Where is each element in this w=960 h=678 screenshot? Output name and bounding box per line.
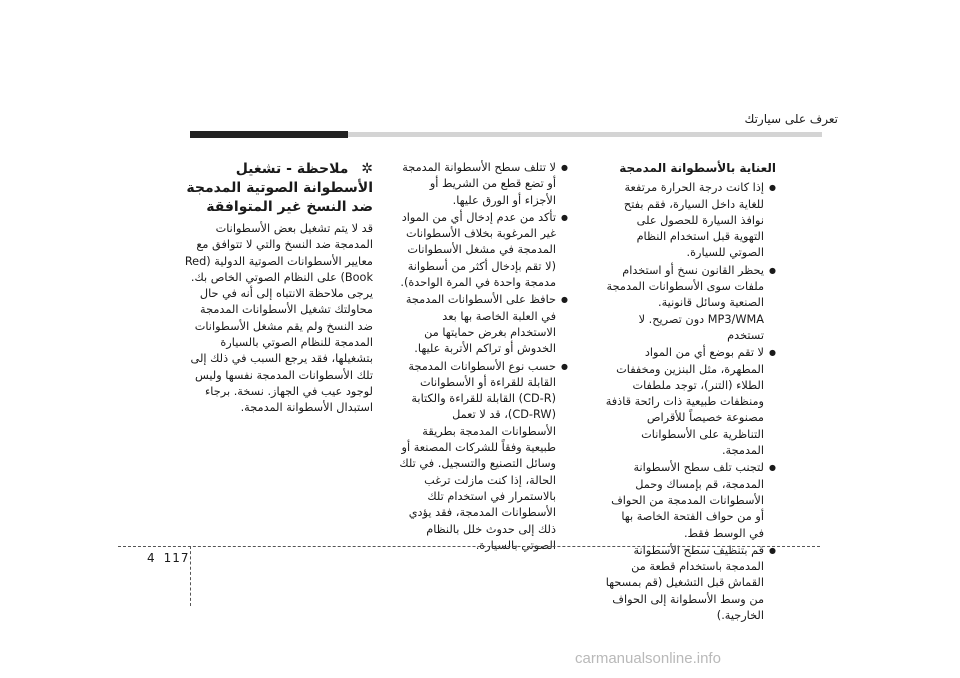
note-heading <box>183 160 373 217</box>
asterisk-icon: ✲ <box>361 161 373 177</box>
footer-vertical-divider <box>190 546 191 606</box>
note-heading-text: ملاحظة - تشغيل الأسطوانة الصوتية المدمجة ضد النسخ غير المتوافقة <box>186 161 373 215</box>
section-number: 4 <box>147 551 156 565</box>
list-item: ● إذا كانت درجة الحرارة مرتفعة للغاية داخل السيارة، فقم بفتح نوافذ السيارة للحصول على التهوية قبل استخدام النظام الصوتي للسيارة. <box>604 180 776 261</box>
list-item: ● يحظر القانون نسخ أو استخدام ملفات سوى الأسطوانات المدمجة الصنعية وسائل قانونية. MP3/WMA دون تصريح. لا تستخدم <box>604 263 776 344</box>
list-item: ● لا تتلف سطح الأسطوانة المدمجة أو تضع قطع من الشريط أو الأجزاء أو الورق عليها. <box>397 160 568 209</box>
right-column <box>604 160 776 625</box>
list-item: ● حافظ على الأسطوانات المدمجة في العلبة الخاصة بها بعد الاستخدام بغرض حمايتها من الخدوش أو تراكم الأتربة عليها. <box>397 292 568 357</box>
section-title: العناية بالأسطوانة المدمجة <box>619 161 776 175</box>
footer-divider <box>118 546 820 547</box>
left-column <box>183 160 373 417</box>
middle-column <box>397 160 568 555</box>
list-item: ● تأكد من عدم إدخال أي من المواد غير المرغوبة بخلاف الأسطوانات المدمجة في مشغل الأسطوانات (لا تقم بإدخال أكثر من أسطوانة مدمجة واحدة في المرة الواحدة). <box>397 210 568 291</box>
header-title: تعرف على سيارتك <box>744 112 838 126</box>
page-number-value: 117 <box>163 551 190 565</box>
bullet-list <box>604 180 776 624</box>
note-body: قد لا يتم تشغيل بعض الأسطوانات المدمجة ضد النسخ والتي لا تتوافق مع معايير الأسطوانات الصوتية الدولية (Red Book) على النظام الصوتي الخاص بك. يرجى ملاحظة الانتباه إلى أنه في حال محاولتك تشغيل الأسطوانات المدمجة ضد النسخ ولم يقم مشغل الأسطوانات المدمجة للنظام الصوتي بالسيارة بتشغيلها، فقد يرجع السبب في ذلك إلى تلك الأسطوانات المدمجة نفسها وليس لوجود عيب في الجهاز. نسخة. برجاء استبدال الأسطوانة المدمجة. <box>184 222 373 415</box>
page-number <box>147 551 190 565</box>
header-bar-accent <box>190 131 348 138</box>
bullet-list <box>397 160 568 554</box>
list-item: ● لتجنب تلف سطح الأسطوانة المدمجة، قم بإمساك وحمل الأسطوانات المدمجة من الحواف أو من حواف الفتحة الخاصة بها في الوسط فقط. <box>604 460 776 541</box>
list-item: ● قم بتنظيف سطح الأسطوانة المدمجة باستخدام قطعة من القماش قبل التشغيل (قم بمسحها من وسط الأسطوانة إلى الحواف الخارجية.) <box>604 543 776 624</box>
list-item: ● لا تقم بوضع أي من المواد المطهرة، مثل البنزين ومخففات الطلاء (التنر)، توجد ملطفات ومنظفات طبيعية ذات رائحة قاذفة مصنوعة خصيصاً للأقراص التناظرية على الأسطوانات المدمجة. <box>604 345 776 459</box>
list-item: ● حسب نوع الأسطوانات المدمجة القابلة للقراءة أو الأسطوانات (CD-R) القابلة للقراءة والكتابة (CD-RW)، قد لا تعمل الأسطوانات المدمجة بطريقة طبيعية وفقاً للشركات المصنعة أو وسائل التصنيع والتسجيل. في تلك الحالة، إذا كنت مازلت ترغب بالاستمرار في استخدام تلك الأسطوانات المدمجة، فقد يؤدي ذلك إلى حدوث خلل بالنظام الصوتي بالسيارة. <box>397 359 568 555</box>
watermark: carmanualsonline.info <box>575 650 721 667</box>
